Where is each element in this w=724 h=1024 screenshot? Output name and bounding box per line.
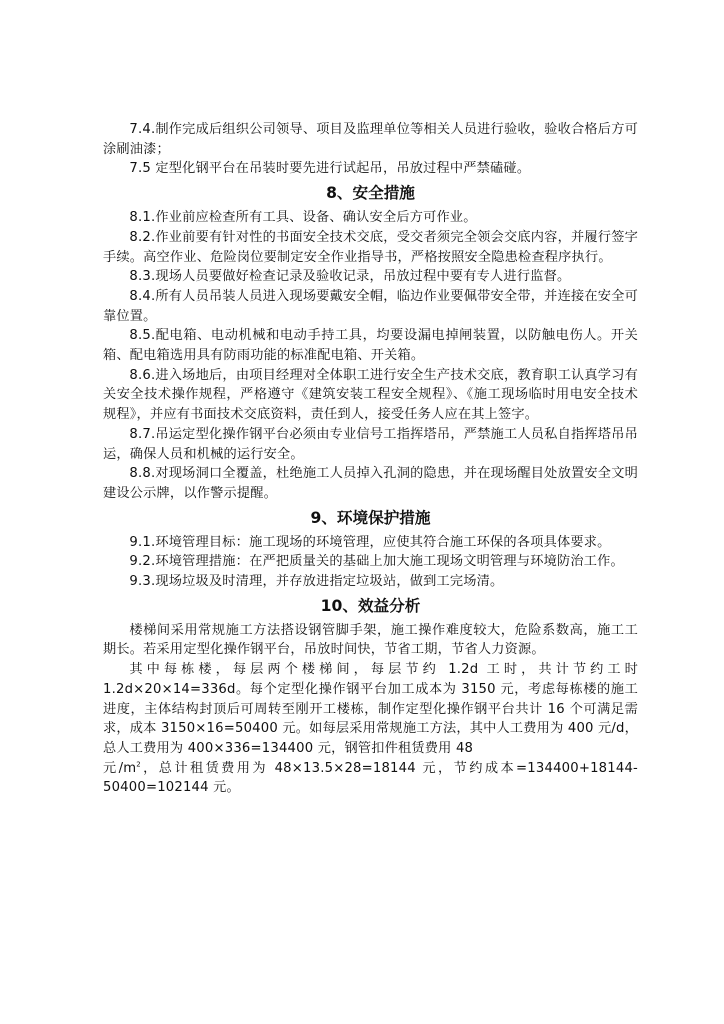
unit-text: 元/m bbox=[103, 760, 137, 776]
para-10-2: 其中每栋楼，每层两个楼梯间，每层节约 1.2d 工时，共计节约工时 1.2d×20×14=336d。每个定型化操作钢平台加工成本为 3150 元，考虑每栋楼的施工进度，主体结构封顶后可周转至刚开工楼栋，制作定型化操作钢平台共计 16 个可满足需求，成本 3150×16=50400 元。如每层采用常规施工方法，其中人工费用为 400 元/d，总人工费用为 400×336=134400 元，钢管扣件租赁费用 48 bbox=[103, 662, 639, 756]
superscript-2: 2 bbox=[136, 760, 141, 769]
heading-section-10: 10、效益分析 bbox=[320, 596, 421, 615]
para-9-1: 9.1.环境管理目标：施工现场的环境管理，应使其符合施工环保的各项具体要求。 bbox=[129, 534, 611, 550]
heading-section-8: 8、安全措施 bbox=[326, 184, 415, 203]
para-10-1: 楼梯间采用常规施工方法搭设钢管脚手架，施工操作难度较大，危险系数高，施工工期长。若采用定型化操作钢平台，吊放时间快，节省工期，节省人力资源。 bbox=[103, 622, 638, 658]
para-8-2: 8.2.作业前要有针对性的书面安全技术交底，受交者须完全领会交底内容，并履行签字手续。高空作业、危险岗位要制定安全作业指导书，严格按照安全隐患检查程序执行。 bbox=[103, 229, 638, 265]
para-7-5: 7.5 定型化钢平台在吊装时要先进行试起吊，吊放过程中严禁磕碰。 bbox=[129, 161, 531, 177]
heading-section-9: 9、环境保护措施 bbox=[310, 508, 431, 527]
para-8-4: 8.4.所有人员吊装人员进入现场要戴安全帽，临边作业要佩带安全带，并连接在安全可靠位置。 bbox=[103, 288, 638, 324]
para-9-2: 9.2.环境管理措施：在严把质量关的基础上加大施工现场文明管理与环境防治工作。 bbox=[129, 554, 624, 570]
para-10-2-continued bbox=[103, 759, 638, 798]
para-8-6: 8.6.进入场地后，由项目经理对全体职工进行安全生产技术交底，教育职工认真学习有关安全技术操作规程，严格遵守《建筑安装工程安全规程》、《施工现场临时用电安全技术规程》，并应有书面技术交底资料，责任到人，接受任务人应在其上签字。 bbox=[103, 367, 638, 423]
continued-text: ，总计租赁费用为 48×13.5×28=18144 元，节约成本=134400+18144-50400=102144 元。 bbox=[103, 760, 638, 796]
para-8-7: 8.7.吊运定型化操作钢平台必须由专业信号工指挥塔吊，严禁施工人员私自指挥塔吊吊运，确保人员和机械的运行安全。 bbox=[103, 426, 638, 462]
para-9-3: 9.3.现场垃圾及时清理，并存放进指定垃圾站，做到工完场清。 bbox=[129, 574, 504, 590]
para-8-5: 8.5.配电箱、电动机械和电动手持工具，均要设漏电掉闸装置，以防触电伤人。开关箱、配电箱选用具有防雨功能的标准配电箱、开关箱。 bbox=[103, 328, 638, 364]
para-8-1: 8.1.作业前应检查所有工具、设备、确认安全后方可作业。 bbox=[129, 210, 477, 226]
document-body bbox=[103, 120, 638, 798]
para-8-3: 8.3.现场人员要做好检查记录及验收记录，吊放过程中要有专人进行监督。 bbox=[129, 269, 571, 285]
para-8-8: 8.8.对现场洞口全覆盖，杜绝施工人员掉入孔洞的隐患，并在现场醒目处放置安全文明建设公示牌，以作警示提醒。 bbox=[103, 466, 638, 501]
para-7-4: 7.4.制作完成后组织公司领导、项目及监理单位等相关人员进行验收，验收合格后方可涂刷油漆； bbox=[103, 122, 638, 157]
